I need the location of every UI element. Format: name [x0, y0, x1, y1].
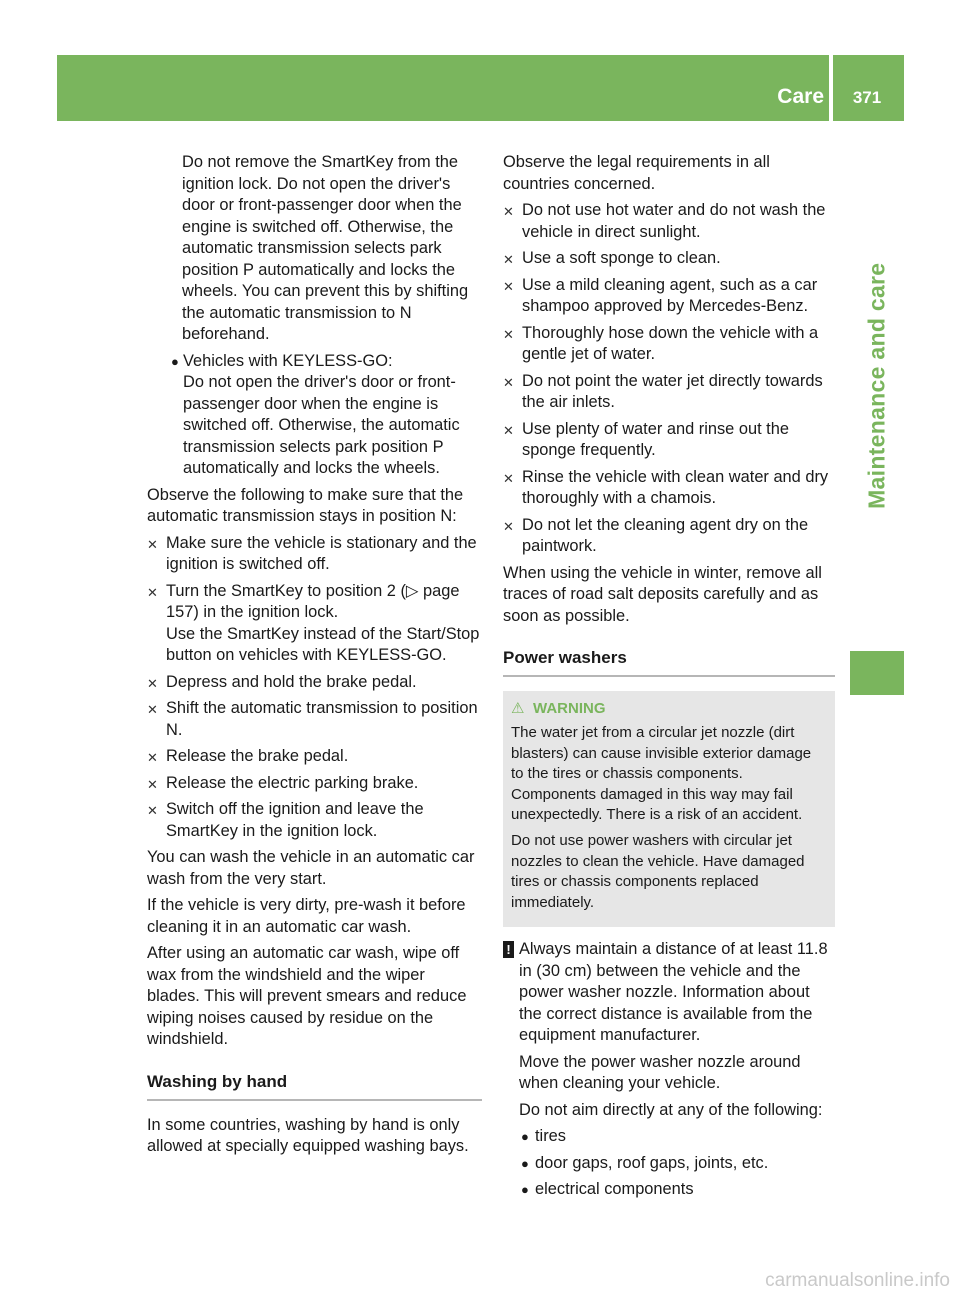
- note-bullet: [519, 1179, 835, 1201]
- step-text: Use plenty of water and rinse out the sponge frequently.: [522, 419, 789, 459]
- step-arrow-icon: ✕: [147, 584, 158, 600]
- step-arrow-icon: ✕: [147, 776, 158, 792]
- paragraph: Observe the legal requirements in all countries concerned.: [503, 153, 770, 193]
- step-text: Depress and hold the brake pedal.: [166, 672, 417, 691]
- step-arrow-icon: ✕: [503, 422, 514, 438]
- note-paragraph: Always maintain a distance of at least 11.8 in (30 cm) between the vehicle and the power washer nozzle. Information about the correct distance is available from the equipment manufacturer.: [519, 940, 828, 1045]
- step-text: Turn the SmartKey to position 2 (▷ page 157) in the ignition lock. Use the SmartKey instead of the Start/Stop button on vehicles with KEYLESS-GO.: [166, 581, 480, 664]
- paragraph: If the vehicle is very dirty, pre-wash it before cleaning it in an automatic car wash.: [147, 896, 466, 936]
- step-arrow-icon: ✕: [503, 374, 514, 390]
- note-bullet-text: door gaps, roof gaps, joints, etc.: [535, 1153, 769, 1172]
- step-arrow-icon: ✕: [503, 470, 514, 486]
- keyless-bullet: [147, 351, 482, 480]
- step-text: Shift the automatic transmission to position N.: [166, 699, 478, 739]
- section-title: Care: [777, 85, 824, 108]
- warning-title-row: [511, 699, 827, 719]
- section-heading-washing: Washing by hand: [147, 1071, 482, 1101]
- step-text: Do not point the water jet directly towards the air inlets.: [522, 371, 823, 411]
- keyless-bullet-title: Vehicles with KEYLESS-GO:: [183, 351, 393, 370]
- step-item: [147, 581, 482, 667]
- note-bullet-text: electrical components: [535, 1180, 694, 1199]
- side-tab-label-wrap: [850, 121, 904, 651]
- step-text: Do not let the cleaning agent dry on the paintwork.: [522, 515, 809, 555]
- step-item: [147, 746, 482, 768]
- step-text: Release the brake pedal.: [166, 747, 349, 765]
- step-arrow-icon: ✕: [503, 518, 514, 534]
- warning-paragraph: The water jet from a circular jet nozzle (dirt blasters) can cause invisible exterior damage to the tires or chassis components. Components damaged in this way may fail unexpectedly. There is a risk of an accident.: [511, 724, 812, 824]
- step-item: [147, 672, 482, 694]
- step-item: [147, 533, 482, 576]
- step-item: [503, 275, 835, 318]
- step-arrow-icon: ✕: [147, 702, 158, 717]
- section-heading-power-washers: Power washers: [503, 647, 835, 677]
- note-block: [503, 939, 835, 1201]
- keyless-bullet-text: Do not open the driver's door or front-passenger door when the engine is switched off. Otherwise, the automatic transmission selects park position P automatically and locks the wheels.: [183, 373, 460, 477]
- paragraph: You can wash the vehicle in an automatic car wash from the very start.: [147, 848, 475, 888]
- step-arrow-icon: ✕: [147, 536, 158, 552]
- step-text: Rinse the vehicle with clean water and dry thoroughly with a chamois.: [522, 467, 829, 507]
- paragraph: In some countries, washing by hand is only allowed at specially equipped washing bays.: [147, 1115, 469, 1155]
- step-item: [147, 698, 482, 741]
- note-bullet: [519, 1126, 835, 1148]
- step-item: [503, 323, 835, 366]
- step-text: Switch off the ignition and leave the SmartKey in the ignition lock.: [166, 800, 424, 840]
- step-arrow-icon: ✕: [503, 252, 514, 267]
- step-item: [503, 419, 835, 462]
- step-text: Use a mild cleaning agent, such as a car shampoo approved by Mercedes-Benz.: [522, 275, 818, 315]
- side-tab-marker: [850, 651, 904, 695]
- observe-paragraph: Observe the following to make sure that the automatic transmission stays in position N:: [147, 485, 464, 525]
- paragraph: After using an automatic car wash, wipe off wax from the windshield and the wiper blades. This will prevent smears and reduce wiping noises caused by residue on the windshield.: [147, 944, 467, 1048]
- step-text: Release the electric parking brake.: [166, 773, 419, 792]
- step-arrow-icon: ✕: [503, 204, 514, 219]
- step-arrow-icon: ✕: [503, 278, 514, 294]
- note-bullet: [519, 1153, 835, 1175]
- bullet-mark: ●: [521, 1129, 529, 1145]
- bullet-mark: ●: [171, 353, 179, 369]
- step-arrow-icon: ✕: [503, 326, 514, 342]
- step-item: [503, 371, 835, 414]
- step-item: [503, 515, 835, 558]
- step-arrow-icon: ✕: [147, 675, 158, 691]
- step-text: Do not use hot water and do not wash the vehicle in direct sunlight.: [522, 201, 826, 241]
- bullet-mark: ●: [521, 1155, 529, 1171]
- bullet-mark: ●: [521, 1182, 529, 1198]
- header-divider: [829, 55, 833, 121]
- warning-box: [503, 691, 835, 927]
- step-item: [503, 467, 835, 510]
- note-bullet-text: tires: [535, 1127, 566, 1146]
- step-text: Use a soft sponge to clean.: [522, 249, 721, 267]
- note-exclamation-icon: !: [503, 941, 514, 958]
- step-item: [147, 799, 482, 842]
- warning-paragraph: Do not use power washers with circular jet nozzles to clean the vehicle. Have damaged tires or chassis components replaced immediately.: [511, 832, 805, 911]
- step-text: Thoroughly hose down the vehicle with a gentle jet of water.: [522, 323, 819, 363]
- step-text: Make sure the vehicle is stationary and the ignition is switched off.: [166, 533, 477, 573]
- step-item: [503, 200, 835, 243]
- watermark: carmanualsonline.info: [765, 1270, 950, 1291]
- note-paragraph: Do not aim directly at any of the following:: [519, 1100, 823, 1119]
- warning-title: WARNING: [533, 700, 606, 717]
- right-column: [503, 152, 835, 1206]
- intro-paragraph: Do not remove the SmartKey from the ignition lock. Do not open the driver's door or front-passenger door when the engine is switched off. Otherwise, the automatic transmission selects park position P automatically and locks the wheels. You can prevent this by shifting the automatic transmission to N beforehand.: [182, 153, 469, 343]
- page-number: 371: [852, 88, 882, 107]
- side-tab-label: Maintenance and care: [863, 262, 890, 510]
- step-arrow-icon: ✕: [147, 750, 158, 765]
- warning-triangle-icon: ⚠: [511, 700, 525, 717]
- step-item: [503, 248, 835, 270]
- step-item: [147, 773, 482, 795]
- note-paragraph: Move the power washer nozzle around when cleaning your vehicle.: [519, 1052, 801, 1093]
- step-arrow-icon: ✕: [147, 803, 158, 818]
- paragraph: When using the vehicle in winter, remove all traces of road salt deposits carefully and as soon as possible.: [503, 563, 822, 625]
- left-column: [147, 152, 482, 1163]
